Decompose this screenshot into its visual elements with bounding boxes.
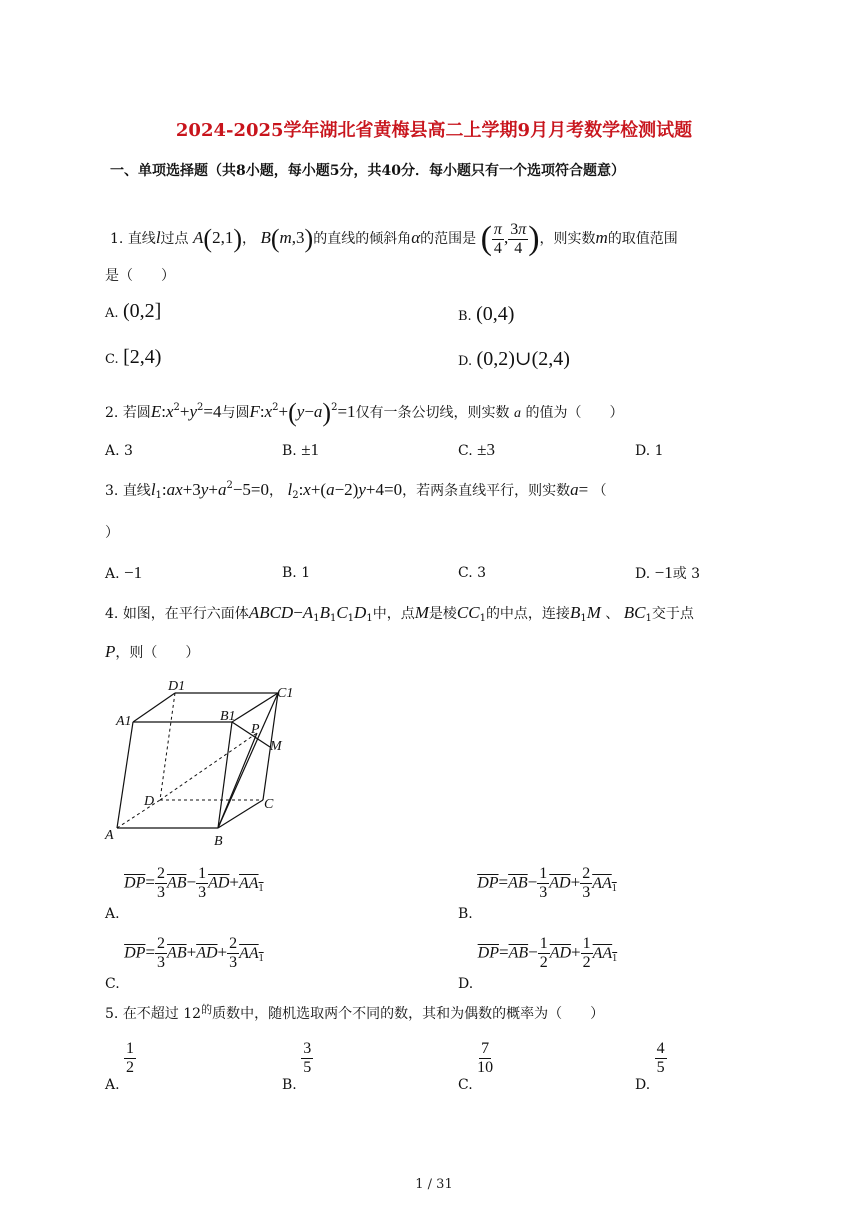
q4-option-c[interactable]: C. $\overline{DP}=$ $\frac{2}{3}$ $\overline{AB}+\overline{AD}+$ $\frac{2}{3}$ $AA_1$ [105,935,264,992]
label-m: M [270,739,282,754]
q1-option-b[interactable]: B. (0,4) [458,303,515,325]
label-b: B [214,834,223,849]
question-4-cont: P，则（ ） [105,642,200,661]
q4-option-d[interactable]: D. $\overline{DP}=\overline{AB}-$ $\frac{1}{2}$ $\overline{AD}+$ $\frac{1}{2}$ $AA_1$ [458,935,618,992]
label-c: C [264,797,274,812]
question-5: 5. 在不超过 $12^的$质数中，随机选取两个不同的数，其和为偶数的概率为（ ） [105,1003,605,1022]
q5-option-c[interactable]: C. $\frac{7}{10}$ [458,1040,494,1093]
q5-option-d[interactable]: D. $\frac{4}{5}$ [635,1040,665,1093]
section-heading: 一、单项选择题（共8小题，每小题5分，共40分．每小题只有一个选项符合题意） [110,163,625,179]
question-3: 3. 直线$l_1:ax+3y+a^2-5=0$， $l_2:x+(a-2)y+4=0$，若两条直线平行，则实数a= （ [105,480,607,501]
label-b1: B1 [220,709,236,724]
q1-option-c[interactable]: C. [2,4) [105,346,162,368]
label-d1: D1 [168,679,186,694]
q3-option-c[interactable]: C. 3 [458,565,487,581]
label-d: D [144,794,155,809]
q4-option-b[interactable]: B. $\overline{DP}=\overline{AB}-$ $\frac{1}{3}$ $\overline{AD}+$ $\frac{2}{3}$ $AA_1$ [458,865,617,922]
q2-option-b[interactable]: B. ±1 [282,440,320,459]
q5-option-a[interactable]: A. $\frac{1}{2}$ [105,1040,135,1093]
q1-option-a[interactable]: A. (0,2] [105,300,162,322]
q3-option-d[interactable]: D. −1或 3 [635,563,701,582]
q4-option-a[interactable]: A. $\overline{DP}=$ $\frac{2}{3}$ $\overline{AB}-$ $\frac{1}{3}$ $\overline{AD}+AA_1$ [105,865,264,922]
parallelepiped-figure [100,675,300,850]
q1-option-d[interactable]: D. (0,2)∪(2,4) [458,348,570,370]
q5-option-b[interactable]: B. $\frac{3}{5}$ [282,1040,312,1093]
question-4: 4. 如图，在平行六面体$ABCD-A_1B_1C_1D_1$中，点M是棱$CC_1$的中点，连接$B_1M$ 、 $BC_1$交于点 [105,603,694,624]
label-p: P [251,722,260,737]
question-3-cont: ） [105,525,119,541]
q3-option-a[interactable]: A. −1 [105,563,143,582]
q2-option-c[interactable]: C. ±3 [458,440,495,459]
question-1-cont: 是（ ） [105,268,175,284]
question-1: 1. 直线l过点 A(2,1)， B(m,3)的直线的倾斜角α的范围是 ( $\frac{\pi}{4}$ , $\frac{3\pi}{4}$ )，则实数m的取值范围 [110,220,678,257]
q3-option-b[interactable]: B. 1 [282,565,311,581]
page-number: 1 / 31 [415,1177,453,1192]
q2-option-a[interactable]: A. 3 [105,443,133,459]
question-2: 2. 若圆$E:x^2+y^2=4$与圆$F:x^2+(y-a)^2=1$仅有一条公切线，则实数 a 的值为（ ） [105,398,624,427]
label-c1: C1 [277,686,294,701]
page-title: 2024-2025学年湖北省黄梅县高二上学期9月月考数学检测试题 [175,120,693,141]
label-a: A [105,828,114,843]
label-a1: A1 [116,714,132,729]
q2-option-d[interactable]: D. 1 [635,443,664,459]
